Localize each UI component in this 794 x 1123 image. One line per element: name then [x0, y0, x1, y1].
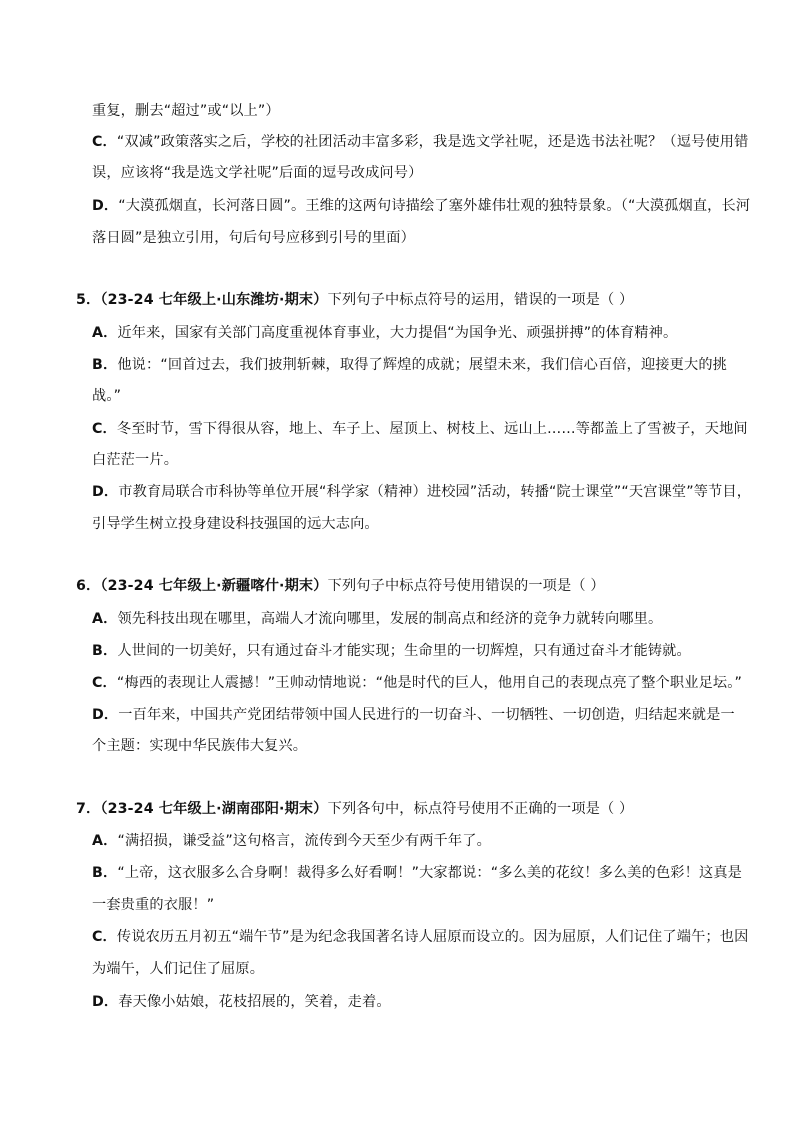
q5-option-b-line-2: 战。”	[92, 388, 122, 404]
q5-option-a	[92, 323, 677, 343]
q5-option-c	[92, 419, 748, 439]
option-d-line	[92, 196, 750, 216]
option-text: 他说：“回首过去，我们披荆斩棘，取得了辉煌的成就；展望未来，我们信心百倍，迎接更大的挑	[117, 357, 727, 373]
option-letter: C．	[92, 421, 117, 437]
option-text: “梅西的表现让人震撼！”王帅动情地说：“他是时代的巨人，他用自己的表现点亮了整个职业足坛。”	[116, 675, 742, 691]
option-text: 传说农历五月初五“端午节”是为纪念我国著名诗人屈原而设立的。因为屈原，人们记住了端午；也因	[116, 929, 749, 945]
q7-option-c-line-2: 为端午，人们记住了屈原。	[92, 961, 265, 977]
option-letter: D．	[92, 707, 119, 723]
q7-option-b-line-2: 一套贵重的衣服！”	[92, 897, 215, 913]
continuation-line: 重复，删去“超过”或“以上”）	[92, 103, 280, 119]
question-source: （23-24 七年级上·山东潍坊·期末）	[100, 292, 328, 308]
option-text: “满招损，谦受益”这句格言，流传到今天至少有两千年了。	[117, 833, 491, 849]
option-letter: D．	[92, 484, 119, 500]
q7-option-a	[92, 831, 491, 851]
q7-option-b	[92, 863, 742, 883]
question-text: 下列各句中，标点符号使用不正确的一项是（ ）	[327, 801, 634, 817]
option-letter: B．	[92, 643, 118, 659]
q7-option-d	[92, 992, 391, 1012]
q6-option-b	[92, 641, 691, 661]
option-letter: C．	[92, 929, 117, 945]
option-letter: A．	[92, 833, 118, 849]
q5-option-d	[92, 482, 751, 502]
option-letter: D．	[92, 198, 119, 214]
option-letter: C．	[92, 134, 117, 150]
option-text: 冬至时节，雪下得很从容，地上、车子上、屋顶上、树枝上、远山上……等都盖上了雪被子，天地间	[116, 421, 748, 437]
option-text: 一百年来，中国共产党团结带领中国人民进行的一切奋斗、一切牺牲、一切创造，归结起来就是一	[118, 707, 735, 723]
option-letter: A．	[92, 325, 118, 341]
q5-option-d-line-2: 引导学生树立投身建设科技强国的远大志向。	[92, 516, 379, 532]
option-letter: C．	[92, 675, 117, 691]
option-text: 近年来，国家有关部门高度重视体育事业，大力提倡“为国争光、顽强拼搏”的体育精神。	[117, 325, 678, 341]
option-letter: B．	[92, 865, 118, 881]
option-letter: B．	[92, 357, 118, 373]
option-d-line-2: 落日圆”是独立引用，句后句号应移到引号的里面）	[92, 230, 415, 246]
question-source: （23-24 七年级上·新疆喀什·期末）	[100, 578, 328, 594]
question-number: 7．	[76, 801, 101, 817]
q6-option-a	[92, 609, 662, 629]
q6-option-c	[92, 673, 742, 693]
option-letter: D．	[92, 994, 119, 1010]
option-c-line	[92, 132, 748, 152]
option-text: 领先科技出现在哪里，高端人才流向哪里，发展的制高点和经济的竞争力就转向哪里。	[117, 611, 663, 627]
q5-option-b	[92, 355, 727, 375]
question-7-stem	[76, 799, 633, 819]
option-text: “大漠孤烟直，长河落日圆”。王维的这两句诗描绘了塞外雄伟壮观的独特景象。（“大漠孤烟直，长河	[118, 198, 751, 214]
option-text: 人世间的一切美好，只有通过奋斗才能实现；生命里的一切辉煌，只有通过奋斗才能铸就。	[117, 643, 691, 659]
question-text: 下列句子中标点符号的运用，错误的一项是（ ）	[327, 292, 634, 308]
option-text: “上帝，这衣服多么合身啊！裁得多么好看啊！”大家都说：“多么美的花纹！多么美的色彩！这真是	[117, 865, 742, 881]
option-text: 市教育局联合市科协等单位开展“科学家（精神）进校园”活动，转播“院士课堂”“天宫课堂”等节目，	[118, 484, 752, 500]
question-text: 下列句子中标点符号使用错误的一项是（ ）	[327, 578, 605, 594]
q6-option-d	[92, 705, 735, 725]
q6-option-d-line-2: 个主题：实现中华民族伟大复兴。	[92, 738, 308, 754]
q5-option-c-line-2: 白茫茫一片。	[92, 452, 179, 468]
option-text: “双减”政策落实之后，学校的社团活动丰富多彩，我是选文学社呢，还是选书法社呢？（逗号使用错	[116, 134, 749, 150]
question-6-stem	[76, 576, 605, 596]
option-c-line-2: 误，应该将“我是选文学社呢”后面的逗号改成问号）	[92, 165, 423, 181]
q7-option-c	[92, 927, 748, 947]
question-source: （23-24 七年级上·湖南邵阳·期末）	[100, 801, 328, 817]
option-text: 春天像小姑娘，花枝招展的，笑着，走着。	[118, 994, 391, 1010]
question-number: 5．	[76, 292, 101, 308]
question-5-stem	[76, 290, 633, 310]
option-letter: A．	[92, 611, 118, 627]
question-number: 6．	[76, 578, 101, 594]
